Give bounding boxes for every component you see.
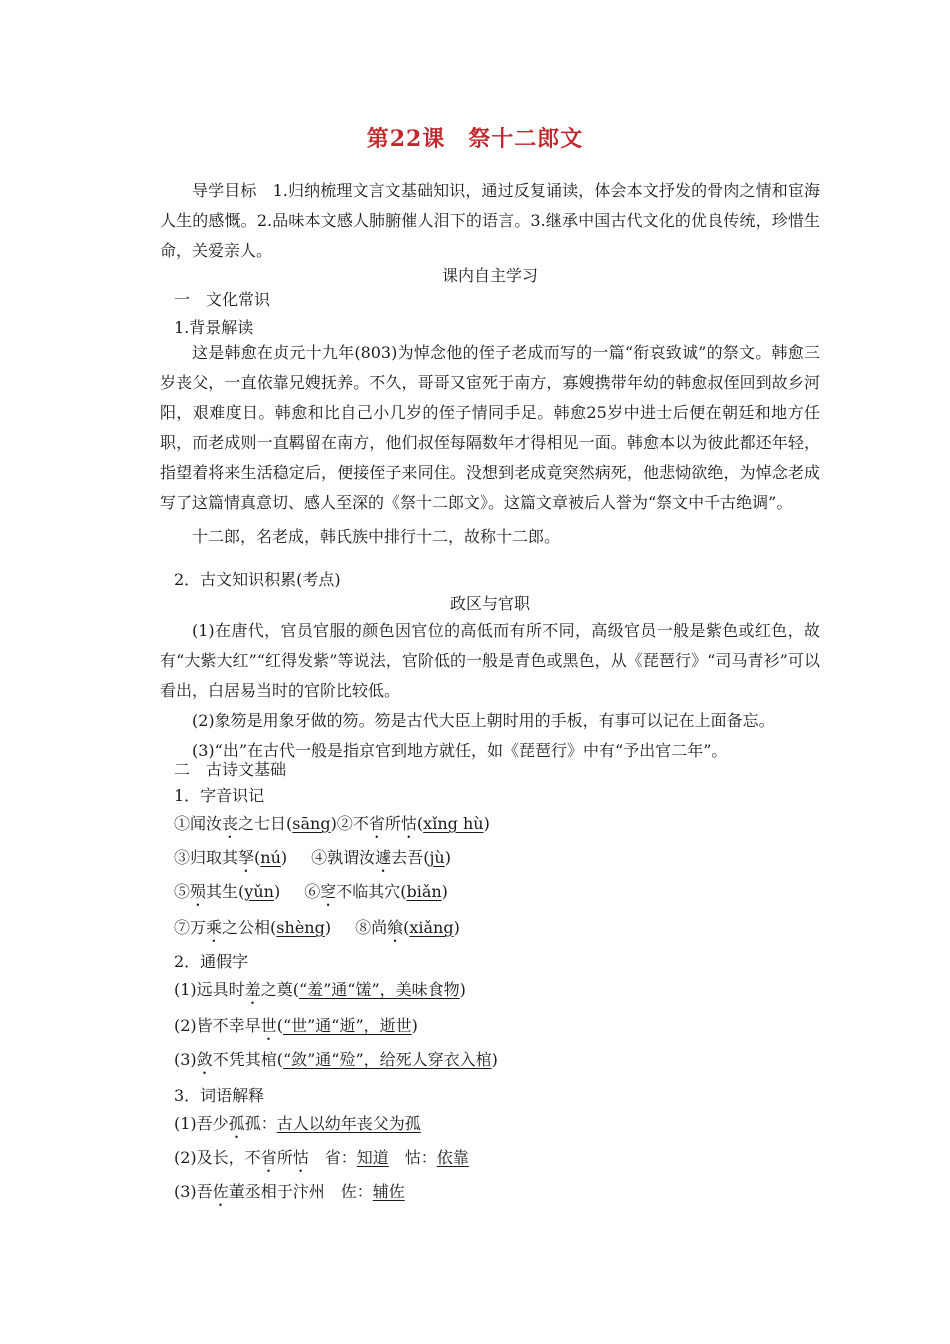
pronunciation-answer: xǐng hù bbox=[423, 814, 484, 833]
pronunciation-heading: 1．字音识记 bbox=[174, 786, 265, 805]
part2-heading: 二 古诗文基础 bbox=[174, 760, 287, 779]
pronunciation-answer: biǎn bbox=[406, 882, 442, 901]
word-answer: 知道 bbox=[356, 1148, 389, 1167]
knowledge-item-3: (3)“出”在古代一般是指京官到地方就任，如《琵琶行》中有“予出官二年”。 bbox=[192, 741, 728, 760]
word-answer: 依靠 bbox=[436, 1148, 469, 1167]
tongjia-answer: “敛”通“殓”，给死人穿衣入棺 bbox=[282, 1050, 492, 1069]
words-heading: 3．词语解释 bbox=[174, 1086, 265, 1105]
knowledge-subheading: 2．古文知识积累(考点) bbox=[174, 570, 341, 589]
tongjia-item: (3)敛不凭其棺(“敛”通“殓”，给死人穿衣入棺) bbox=[174, 1050, 498, 1069]
pronunciation-answer: shèng bbox=[276, 918, 325, 937]
knowledge-item-1: (1)在唐代，官员官服的颜色因官位的高低而有所不同，高级官员一般是紫色或红色，故有“大紫大红”“红得发紫”等说法，官阶低的一般是青色或黑色，从《琵琶行》“司马青衫”可以看出，白居易当时的官阶比较低。 bbox=[160, 621, 820, 700]
learning-objectives bbox=[160, 176, 820, 266]
pronunciation-answer: xiǎng bbox=[409, 918, 454, 937]
tongjia-answer: “世”通“逝”，逝世 bbox=[282, 1016, 412, 1035]
tongjia-item: (2)皆不幸早世(“世”通“逝”，逝世) bbox=[174, 1016, 418, 1035]
section-heading: 课内自主学习 bbox=[441, 266, 538, 285]
tongjia-answer: “羞”通“馐”，美味食物 bbox=[298, 980, 460, 999]
word-item: (3)吾佐董丞相于汴州 佐：辅佐 bbox=[174, 1182, 405, 1201]
tongjia-heading: 2．通假字 bbox=[174, 952, 249, 971]
word-item: (1)吾少孤孤：古人以幼年丧父为孤 bbox=[174, 1114, 421, 1133]
knowledge-item-2: (2)象笏是用象牙做的笏。笏是古代大臣上朝时用的手板，有事可以记在上面备忘。 bbox=[192, 711, 775, 730]
knowledge-topic-title: 政区与官职 bbox=[449, 594, 530, 613]
pronunciation-row: ⑦万乘之公相(shèng) ⑧尚飨(xiǎng) bbox=[174, 918, 460, 937]
objectives-text: 1.归纳梳理文言文基础知识，通过反复诵读，体会本文抒发的骨肉之情和宦海人生的感慨。2.品味本文感人肺腑催人泪下的语言。3.继承中国古代文化的优良传统，珍惜生命，关爱亲人。 bbox=[160, 181, 820, 260]
background-note: 十二郎，名老成，韩氏族中排行十二，故称十二郎。 bbox=[192, 527, 561, 546]
pronunciation-answer: yǔn bbox=[244, 882, 274, 901]
background-text bbox=[160, 338, 820, 552]
page-title: 第22课 祭十二郎文 bbox=[366, 126, 584, 152]
word-answer: 辅佐 bbox=[372, 1182, 405, 1201]
part1-heading: 一 文化常识 bbox=[174, 290, 271, 309]
pronunciation-row: ③归取其孥(nú) ④孰谓汝遽去吾(jù) bbox=[174, 848, 451, 867]
knowledge-items bbox=[160, 616, 820, 766]
objectives-label: 导学目标 bbox=[192, 181, 257, 200]
pronunciation-row: ①闻汝丧之七日(sāng)②不省所怙(xǐng hù) bbox=[174, 814, 490, 833]
pronunciation-answer: jù bbox=[429, 848, 445, 867]
tongjia-item: (1)远具时羞之奠(“羞”通“馐”，美味食物) bbox=[174, 980, 466, 999]
word-answer: 古人以幼年丧父为孤 bbox=[276, 1114, 421, 1133]
pronunciation-answer: nú bbox=[260, 848, 281, 867]
background-paragraph: 这是韩愈在贞元十九年(803)为悼念他的侄子老成而写的一篇“衔哀致诚”的祭文。韩愈三岁丧父，一直依靠兄嫂抚养。不久，哥哥又宦死于南方，寡嫂携带年幼的韩愈叔侄回到故乡河阳，艰难度日。韩愈和比自己小几岁的侄子情同手足。韩愈25岁中进士后便在朝廷和地方任职，而老成则一直羁留在南方，他们叔侄每隔数年才得相见一面。韩愈本以为彼此都还年轻，指望着将来生活稳定后，便接侄子来同住。没想到老成竟突然病死，他悲恸欲绝，为悼念老成写了这篇情真意切、感人至深的《祭十二郎文》。这篇文章被后人誉为“祭文中千古绝调”。 bbox=[160, 343, 820, 512]
background-subheading: 1.背景解读 bbox=[174, 318, 254, 337]
pronunciation-answer: sāng bbox=[292, 814, 331, 833]
word-item: (2)及长，不省所怙 省：知道 怙：依靠 bbox=[174, 1148, 469, 1167]
pronunciation-row: ⑤殒其生(yǔn) ⑥窆不临其穴(biǎn) bbox=[174, 882, 448, 901]
